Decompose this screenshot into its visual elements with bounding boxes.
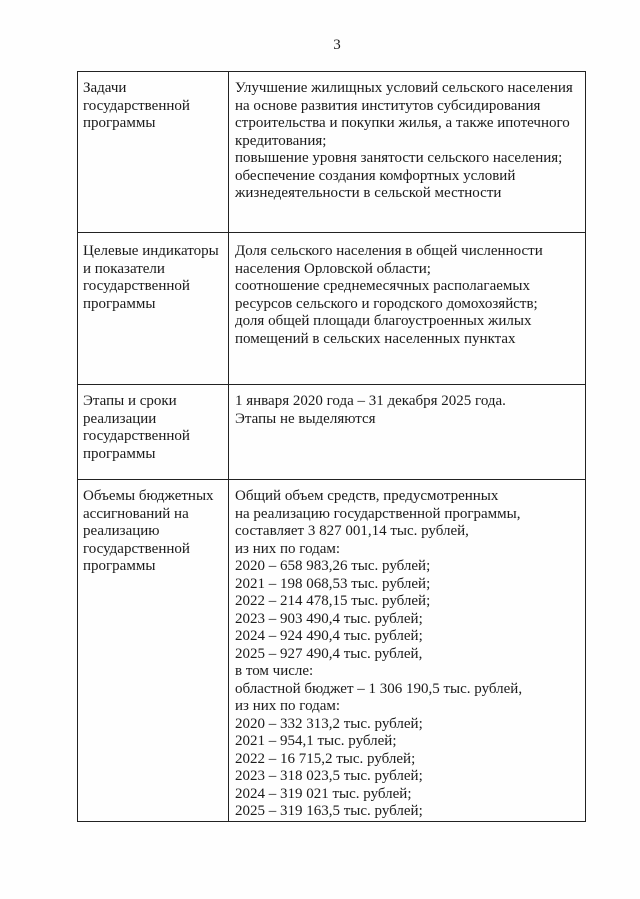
label-line: и показатели — [83, 260, 165, 277]
row-label-tasks — [78, 72, 229, 233]
content-line: из них по годам: — [235, 540, 341, 557]
content-line: из них по годам: — [235, 698, 341, 714]
content-line: ресурсов сельского и городского домохозяйств; — [235, 295, 538, 312]
content-line: 2024 – 319 021 тыс. рублей; — [235, 785, 412, 802]
content-line: 2022 – 214 478,15 тыс. рублей; — [235, 593, 431, 609]
content-line: обеспечение создания комфортных условий — [235, 167, 516, 184]
content-line: доля общей площади благоустроенных жилых — [235, 313, 532, 329]
content-line: населения Орловской области; — [235, 260, 431, 277]
content-line: областной бюджет – 1 306 190,5 тыс. рублей, — [235, 680, 523, 697]
label-line: Задачи — [83, 80, 127, 96]
content-line: Этапы не выделяются — [235, 410, 376, 427]
label-line: Объемы бюджетных — [83, 488, 214, 504]
label-line: государственной — [83, 540, 190, 557]
content-line: повышение уровня занятости сельского населения; — [235, 150, 563, 166]
content-line: 2025 – 319 163,5 тыс. рублей; — [235, 803, 423, 819]
content-line: Доля сельского населения в общей численности — [235, 243, 543, 259]
row-label-budget — [78, 480, 229, 822]
content-line: 2021 – 954,1 тыс. рублей; — [235, 733, 397, 749]
label-line: программы — [83, 295, 156, 312]
content-line: 2022 – 16 715,2 тыс. рублей; — [235, 750, 416, 767]
table-row — [78, 233, 586, 385]
content-line: строительства и покупки жилья, а также ипотечного — [235, 115, 570, 131]
content-line: жизнедеятельности в сельской местности — [235, 185, 502, 201]
content-line: 2023 – 318 023,5 тыс. рублей; — [235, 768, 423, 784]
table-row — [78, 480, 586, 822]
row-content-stages — [229, 385, 586, 480]
content-line: соотношение среднемесячных располагаемых — [235, 278, 530, 294]
label-line: реализации — [83, 410, 157, 427]
content-line: 2025 – 927 490,4 тыс. рублей, — [235, 645, 423, 662]
content-line: на основе развития институтов субсидирования — [235, 97, 541, 114]
row-content-indicators — [229, 233, 586, 385]
content-line: 2023 – 903 490,4 тыс. рублей; — [235, 610, 423, 627]
label-line: государственной — [83, 428, 190, 444]
content-line: Общий объем средств, предусмотренных — [235, 488, 499, 504]
row-content-tasks — [229, 72, 586, 233]
content-line: составляет 3 827 001,14 тыс. рублей, — [235, 523, 469, 539]
content-line: кредитования; — [235, 132, 327, 149]
page-number: 3 — [333, 37, 341, 53]
label-line: программы — [83, 558, 156, 574]
label-line: Целевые индикаторы — [83, 243, 219, 259]
content-line: 2024 – 924 490,4 тыс. рублей; — [235, 628, 423, 644]
content-line: на реализацию государственной программы, — [235, 505, 521, 522]
table-row — [78, 385, 586, 480]
content-line: 2020 – 332 313,2 тыс. рублей; — [235, 715, 423, 732]
label-line: реализацию — [83, 523, 160, 539]
content-line: 1 января 2020 года – 31 декабря 2025 года. — [235, 393, 506, 409]
content-line: 2021 – 198 068,53 тыс. рублей; — [235, 575, 431, 592]
label-line: государственной — [83, 278, 190, 294]
label-line: Этапы и сроки — [83, 393, 177, 409]
label-line: государственной — [83, 97, 190, 114]
row-label-indicators — [78, 233, 229, 385]
content-line: помещений в сельских населенных пунктах — [235, 330, 516, 347]
table-row — [78, 72, 586, 233]
content-line: 2020 – 658 983,26 тыс. рублей; — [235, 558, 431, 574]
content-line: в том числе: — [235, 663, 314, 679]
label-line: программы — [83, 115, 156, 131]
program-passport-table — [77, 71, 586, 822]
row-content-budget — [229, 480, 586, 822]
label-line: программы — [83, 445, 156, 462]
label-line: ассигнований на — [83, 505, 189, 522]
row-label-stages — [78, 385, 229, 480]
content-line: Улучшение жилищных условий сельского населения — [235, 80, 573, 96]
